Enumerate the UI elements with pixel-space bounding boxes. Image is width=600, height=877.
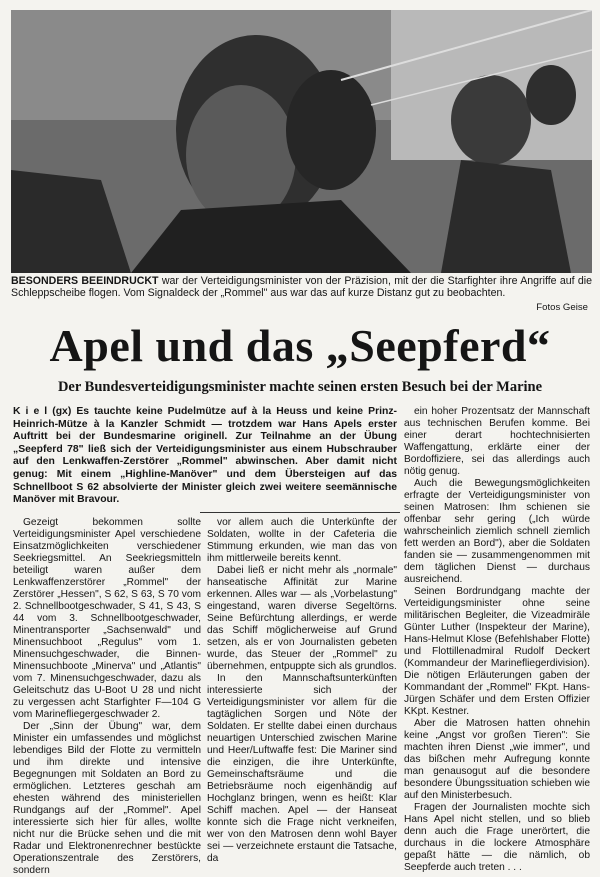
photo-credit: Fotos Geise (536, 302, 588, 313)
paragraph: In den Mannschaftsunterkünften interessierte sich der Verteidigungsminister vor allem für die tagtäglichen Sorgen und Nöte der Soldaten. Er stellte dabei einen durchaus neuartigen Unterschied zwischen Marine und Heer/Luftwaffe fest: Die Mariner sind die einzigen, die ihre Unterkünfte, Gemeinschaftsräume und die Betriebsräume noch eigenhändig auf Hochglanz bringen, wenn es heißt: Klar Schiff machen. Apel — der Hanseat konnte sich die Frage nicht verkneifen, wer von den Matrosen denn wohl Bayer sei — verzeichnete erstaunt die Tatsache, da (207, 673, 397, 864)
photo-illustration (11, 10, 592, 273)
paragraph: Dabei ließ er nicht mehr als „normale" hanseatische Affinität zur Marine erkennen. Alles war — als „Vorbelastung" eingestand, waren diverse Segeltörns. Seine Befürchtung allerdings, er werde das Schiff möglicherweise auf Grund setzen, als er von Journalisten gebeten wurde, das Steuer der „Rommel" zu übernehmen, entpuppte sich als grundlos. (207, 565, 397, 672)
caption-lead: BESONDERS BEEINDRUCKT (11, 275, 159, 287)
article-column-1 (13, 517, 201, 877)
photo-caption (11, 275, 592, 300)
headline: Apel und das „Seepferd“ (49, 320, 551, 371)
paragraph: vor allem auch die Unterkünfte der Soldaten, wollte in der Cafeteria die Stimmung erkunden, wie man das von ihm mittlerweile bereits kennt. (207, 517, 397, 564)
paragraph: Seinen Bordrundgang machte der Verteidigungsminister ohne seine militärischen Begleiter, die Vizeadmiräle Günter Luther (Inspekteur der Marine), Hans-Helmut Klose (Befehlshaber Flotte) und Flottillenadmiral Rudolf Deckert (Kommandeur der Marinefliegerdivision). Die nötigen Erläuterungen gaben der Kommandant der „Rommel" FKpt. Hans-Jürgen Schäfer und dem Ersten Offizier KKpt. Kestner. (404, 586, 590, 717)
paragraph: Aber die Matrosen hatten ohnehin keine „Angst vor großen Tieren": Sie machten ihren Dienst „wie immer", und das bißchen mehr Aufregung konnte man genausogut auf die besondere besondere Übungssituation schieben wie auf den Ministerbesuch. (404, 718, 590, 801)
paragraph: Gezeigt bekommen sollte Verteidigungsminister Apel verschiedene Einsatzmöglichkeiten verschiedener Seekriegsmittel. An Seekriegsmitteln beteiligt waren außer dem Lenkwaffenzerstörer „Rommel" der Zerstörer „Hessen", S 62, S 63, S 70 vom 2. Schnellbootgeschwader, S 41, S 43, S 44 vom 3. Schnellbootgeschwader, Minentransporter „Sachsenwald" und Minensuchboot „Regulus" vom 1. Minensuchgeschwader, die Binnen-Minensuchboote „Minerva" und „Atlantis" vom 7. Minensuchgeschwader, dazu als Geleitschutz das U-Boot U 28 und nicht zu vergessen acht Starfighter F—104 G vom Marinefliegergeschwader 2. (13, 517, 201, 720)
paragraph: ein hoher Prozentsatz der Mannschaft aus technischen Berufen komme. Bei einer derart hochtechnisierten Waffengattung, erklärte einer der Bordoffiziere, sei das allerdings auch nötig genug. (404, 406, 590, 477)
subheadline: Der Bundesverteidigungsminister machte seinen ersten Besuch bei der Marine (57, 379, 543, 395)
lead-paragraph: K i e l (gx) Es tauchte keine Pudelmütze auf à la Heuss und keine Prinz-Heinrich-Mütze à la Kanzler Schmidt — trotzdem war Hans Apels erster Auftritt bei der Bundesmarine originell. Zur Teilnahme an der Übung „Seepferd 78" ließ sich der Verteidigungsminister aus einem Hubschrauber auf den Lenkwaffen-Zerstörer „Rommel" abwinschen. Aber damit nicht genug: Mit einem „Highline-Manöver" und dem Übersteigen auf das Schnellboot S 62 absolvierte der Minister gleich zwei weitere seemännische Manöver mit Bravour. (13, 406, 397, 506)
news-photo (11, 10, 592, 273)
caption-text: war der Verteidigungsminister von der Präzision, mit der die Starfighter ihre Angriffe auf die Schleppscheibe flogen. Vom Signaldeck der „Rommel" aus war das auf kurze Distanz gut zu beobachten. (11, 275, 592, 300)
article-column-2 (207, 517, 397, 865)
paragraph: Fragen der Journalisten mochte sich Hans Apel nicht stellen, und so blieb denn auch die Frage unerörtert, die durchaus in die lockere Atmosphäre gepaßt hätte — die nämlich, ob Seepferde auch treten . . . (404, 802, 590, 873)
paragraph: Auch die Bewegungsmöglichkeiten erfragte der Verteidigungsminister von seinen Matrosen: Ihm schienen sie offenbar sehr gering („Ich würde wahrscheinlich ziemlich schnell ziemlich fett werden an Bord"), aber die Soldaten fanden sie — zusammengenommen mit dem täglichen Dienst — durchaus ausreichend. (404, 478, 590, 585)
lead-divider (200, 512, 400, 513)
article-column-3 (404, 406, 590, 874)
paragraph: Der „Sinn der Übung" war, dem Minister ein umfassendes und möglichst lebendiges Bild der Flotte zu vermitteln und ihm direkte und intensive Begegnungen mit Soldaten an Bord zu ermöglichen. Letzteres geschah am ehesten während des ministeriellen Rundgangs auf der „Rommel". Apel interessierte sich hier für alles, wollte nicht nur die Brücke sehen und die mit Radar und Elektronenrechner bestückte Operationszentrale des Zerstörers, sondern (13, 721, 201, 876)
